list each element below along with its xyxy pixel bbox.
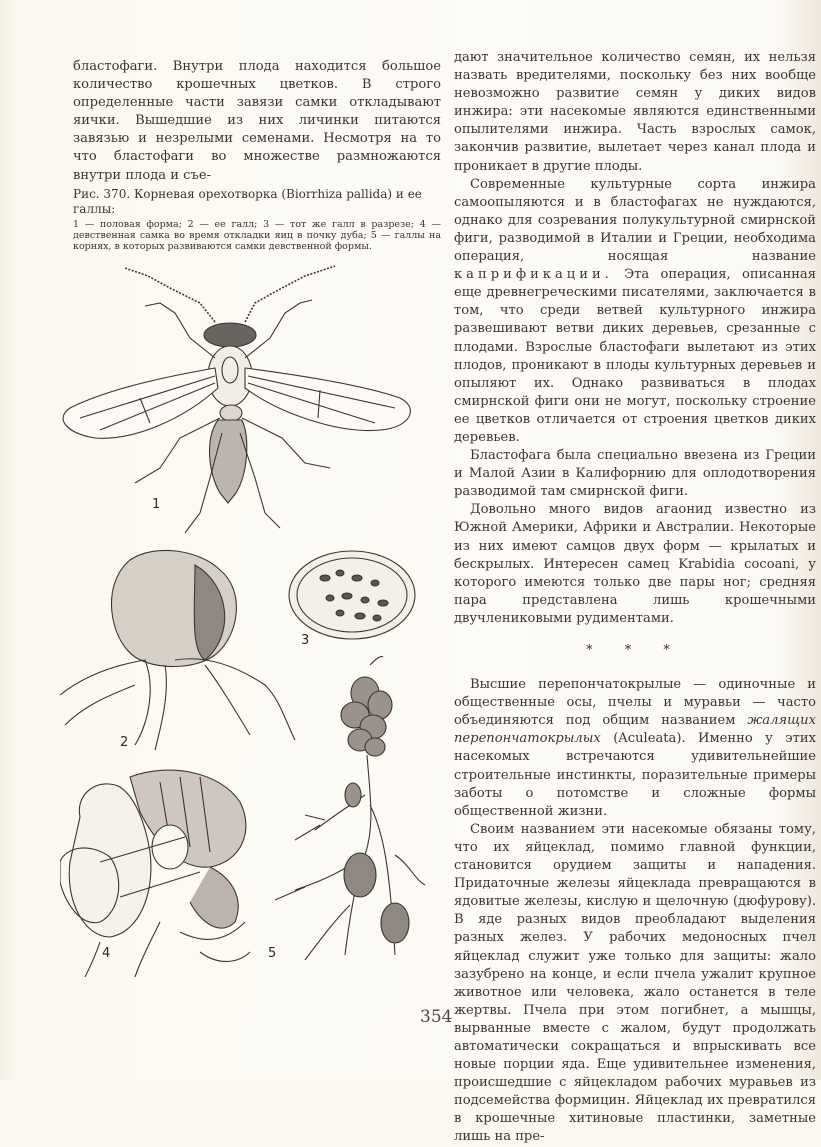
paragraph-2-end: Эта операция, описанная еще древнегреческими писателями, заключается в том, что среди ветвей культурного инжира развешивают ветви диких деревьев, срезанные с плодами. Взрослые бластофаги вылетают из этих плодов, проникают в плоды культурных деревьев и опыляют их. Однако развиваться в плодах смирнской фиги они не могут, поскольку строение ее цветков отличается от строения цветков диких деревьев.	[454, 267, 816, 445]
egg-laying-illustration	[60, 762, 260, 977]
right-paragraph-5	[454, 676, 816, 821]
figure-label-3: 3	[301, 633, 310, 648]
root-galls-illustration	[265, 655, 435, 980]
page-number: 354	[420, 1007, 453, 1027]
figure-caption	[73, 187, 441, 252]
caption-title: Рис. 370. Корневая орехотворка (Biorrhiza pallida) и ее галлы:	[73, 187, 422, 216]
caption-legend: 1 — половая форма; 2 — ее галл; 3 — тот же галл в разрезе; 4 — девственная самка во время откладки яиц в почку дуба; 5 — галлы на корнях, в которых развиваются самки девственной формы.	[73, 219, 441, 252]
figure-label-4: 4	[102, 946, 111, 961]
right-paragraph-2	[454, 176, 816, 447]
term-caprification: капрификации.	[454, 267, 613, 283]
figure-label-2: 2	[120, 735, 129, 750]
left-column	[73, 58, 441, 185]
figure-label-5: 5	[268, 946, 277, 961]
paragraph-5-start: Высшие перепончатокрылые — одиночные и общественные осы, пчелы и муравьи — часто объединяются под общим названием	[454, 677, 816, 729]
paragraph-2-start: Современные культурные сорта инжира самоопыляются и в бластофагах не нуждаются, однако для созревания полукультурной смирнской фиги, разводимой в Италии и Греции, необходима операция, носящая название	[454, 176, 816, 265]
right-paragraph-6: Своим названием эти насекомые обязаны тому, что их яйцеклад, помимо главной функции, становится орудием защиты и нападения. Придаточные железы яйцеклада превращаются в ядовитые железы, кислую и щелочную (дюфурову). В яде разных видов преобладают выделения разных желез. У рабочих медоносных пчел яйцеклад служит уже только для защиты: жало зазубрено на конце, и если пчела ужалит крупное животное или человека, жало останется в теле жертвы. Пчела при этом погибнет, а мышцы, вырванные вместе с жалом, будут продолжать автоматически сокращаться и впрыскивать все новые порции яда. Еще удивительнее изменения, происшедшие с яйцекладом рабочих муравьев из подсемейства формицин. Яйцеклад их превратился в крошечные хитиновые пластинки, заметные лишь на пре-	[454, 821, 816, 1145]
wasp-illustration	[50, 258, 430, 543]
right-paragraph-1: дают значительное количество семян, их нельзя назвать вредителями, поскольку без них вообще невозможно развитие семян у диких видов инжира: эти насекомые являются единственными опылителями инжира. Часть взрослых самок, закончив развитие, вылетает через канал плода и проникает в другие плоды.	[454, 50, 816, 174]
paragraph-5-end: (Aculeata). Именно у этих насекомых встречаются удивительнейшие строительные инстинкты, поразительные примеры заботы о потомстве и сложные формы общественной жизни.	[454, 731, 816, 819]
right-paragraph-3: Бластофага была специально ввезена из Греции и Малой Азии в Калифорнию для оплодотворения разводимой там смирнской фиги.	[454, 448, 816, 500]
section-separator: * * *	[586, 643, 684, 658]
left-paragraph: бластофаги. Внутри плода находится большое количество крошечных цветков. В строго определенные части завязи самки откладывают яички. Вышедшие из них личинки питаются завязью и незрелыми семенами. Несмотря на то что бластофаги во множестве размножаются внутри плода и съе-	[73, 59, 441, 183]
right-column	[454, 49, 816, 1147]
right-paragraph-4: Довольно много видов агаонид известно из Южной Америки, Африки и Австралии. Некоторые из них имеют самцов двух форм — крылатых и бескрылых. Интересен самец Krabidia cocoani, у которого имеются только две пары ног; средняя пара представлена лишь крошечными двучлениковыми рудиментами.	[454, 502, 816, 626]
term-aculeata: жалящих перепончатокрылых	[454, 713, 816, 747]
figure-label-1: 1	[152, 497, 161, 512]
